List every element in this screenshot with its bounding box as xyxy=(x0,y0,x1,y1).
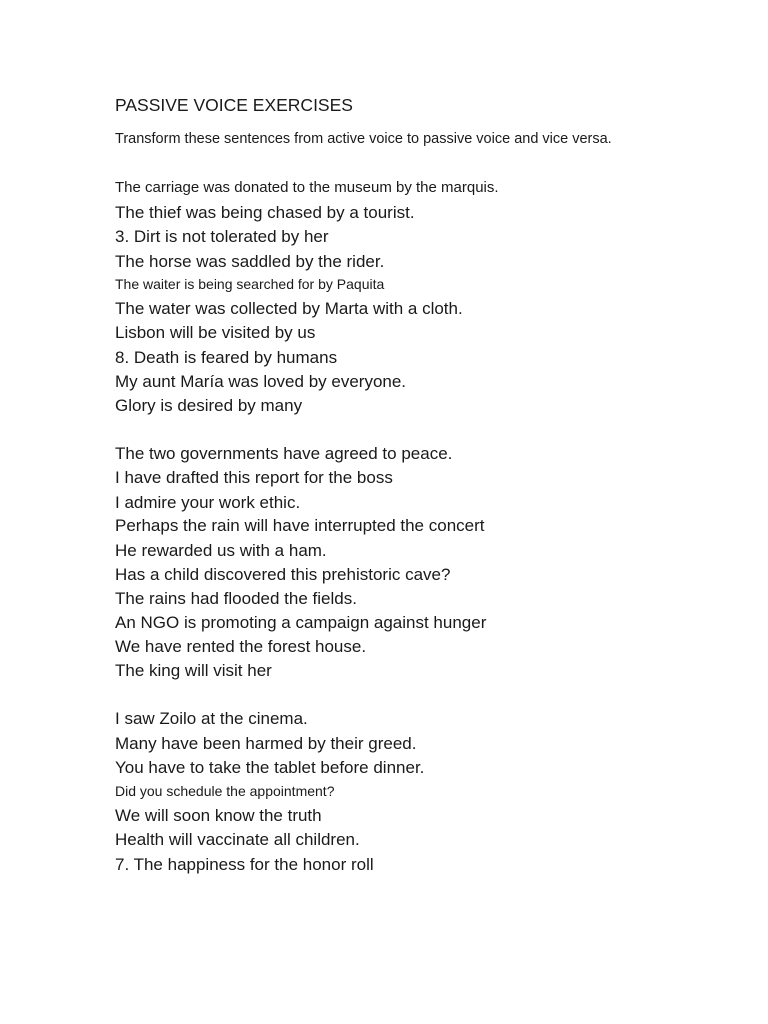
sentence-line: I have drafted this report for the boss xyxy=(115,468,393,487)
sentence-line: I saw Zoilo at the cinema. xyxy=(115,709,308,728)
sentence-line: Health will vaccinate all children. xyxy=(115,830,360,849)
sentence-line: Perhaps the rain will have interrupted the concert xyxy=(115,516,485,535)
sentence-line: Many have been harmed by their greed. xyxy=(115,734,417,753)
sentence-line: My aunt María was loved by everyone. xyxy=(115,372,407,391)
sentence-line: 3. Dirt is not tolerated by her xyxy=(115,227,329,246)
sentence-line: 7. The happiness for the honor roll xyxy=(115,855,374,874)
sentence-line: The two governments have agreed to peace. xyxy=(115,444,453,463)
sentence-line: An NGO is promoting a campaign against hunger xyxy=(115,613,487,632)
sentence-line: We will soon know the truth xyxy=(115,806,322,825)
sentence-line: We have rented the forest house. xyxy=(115,637,367,656)
sentence-line: The rains had flooded the fields. xyxy=(115,589,357,608)
sentence-line: Lisbon will be visited by us xyxy=(115,323,316,342)
sentence-line: I admire your work ethic. xyxy=(115,493,301,512)
sentence-line: Did you schedule the appointment? xyxy=(115,783,335,799)
sentence-line: The horse was saddled by the rider. xyxy=(115,252,385,271)
sentence-line: You have to take the tablet before dinner. xyxy=(115,758,425,777)
sentence-line: The king will visit her xyxy=(115,661,272,680)
sentence-line: The carriage was donated to the museum by the marquis. xyxy=(115,179,499,196)
sentence-line: Glory is desired by many xyxy=(115,396,303,415)
sentence-line: He rewarded us with a ham. xyxy=(115,541,327,560)
page-title: PASSIVE VOICE EXERCISES xyxy=(115,95,353,115)
sentence-line: 8. Death is feared by humans xyxy=(115,348,338,367)
sentence-line: Has a child discovered this prehistoric cave? xyxy=(115,565,451,584)
instruction-text: Transform these sentences from active voice to passive voice and vice versa. xyxy=(115,131,612,147)
sentence-line: The thief was being chased by a tourist. xyxy=(115,203,415,222)
sentence-line: The water was collected by Marta with a cloth. xyxy=(115,299,463,318)
sentence-line: The waiter is being searched for by Paquita xyxy=(115,276,385,292)
